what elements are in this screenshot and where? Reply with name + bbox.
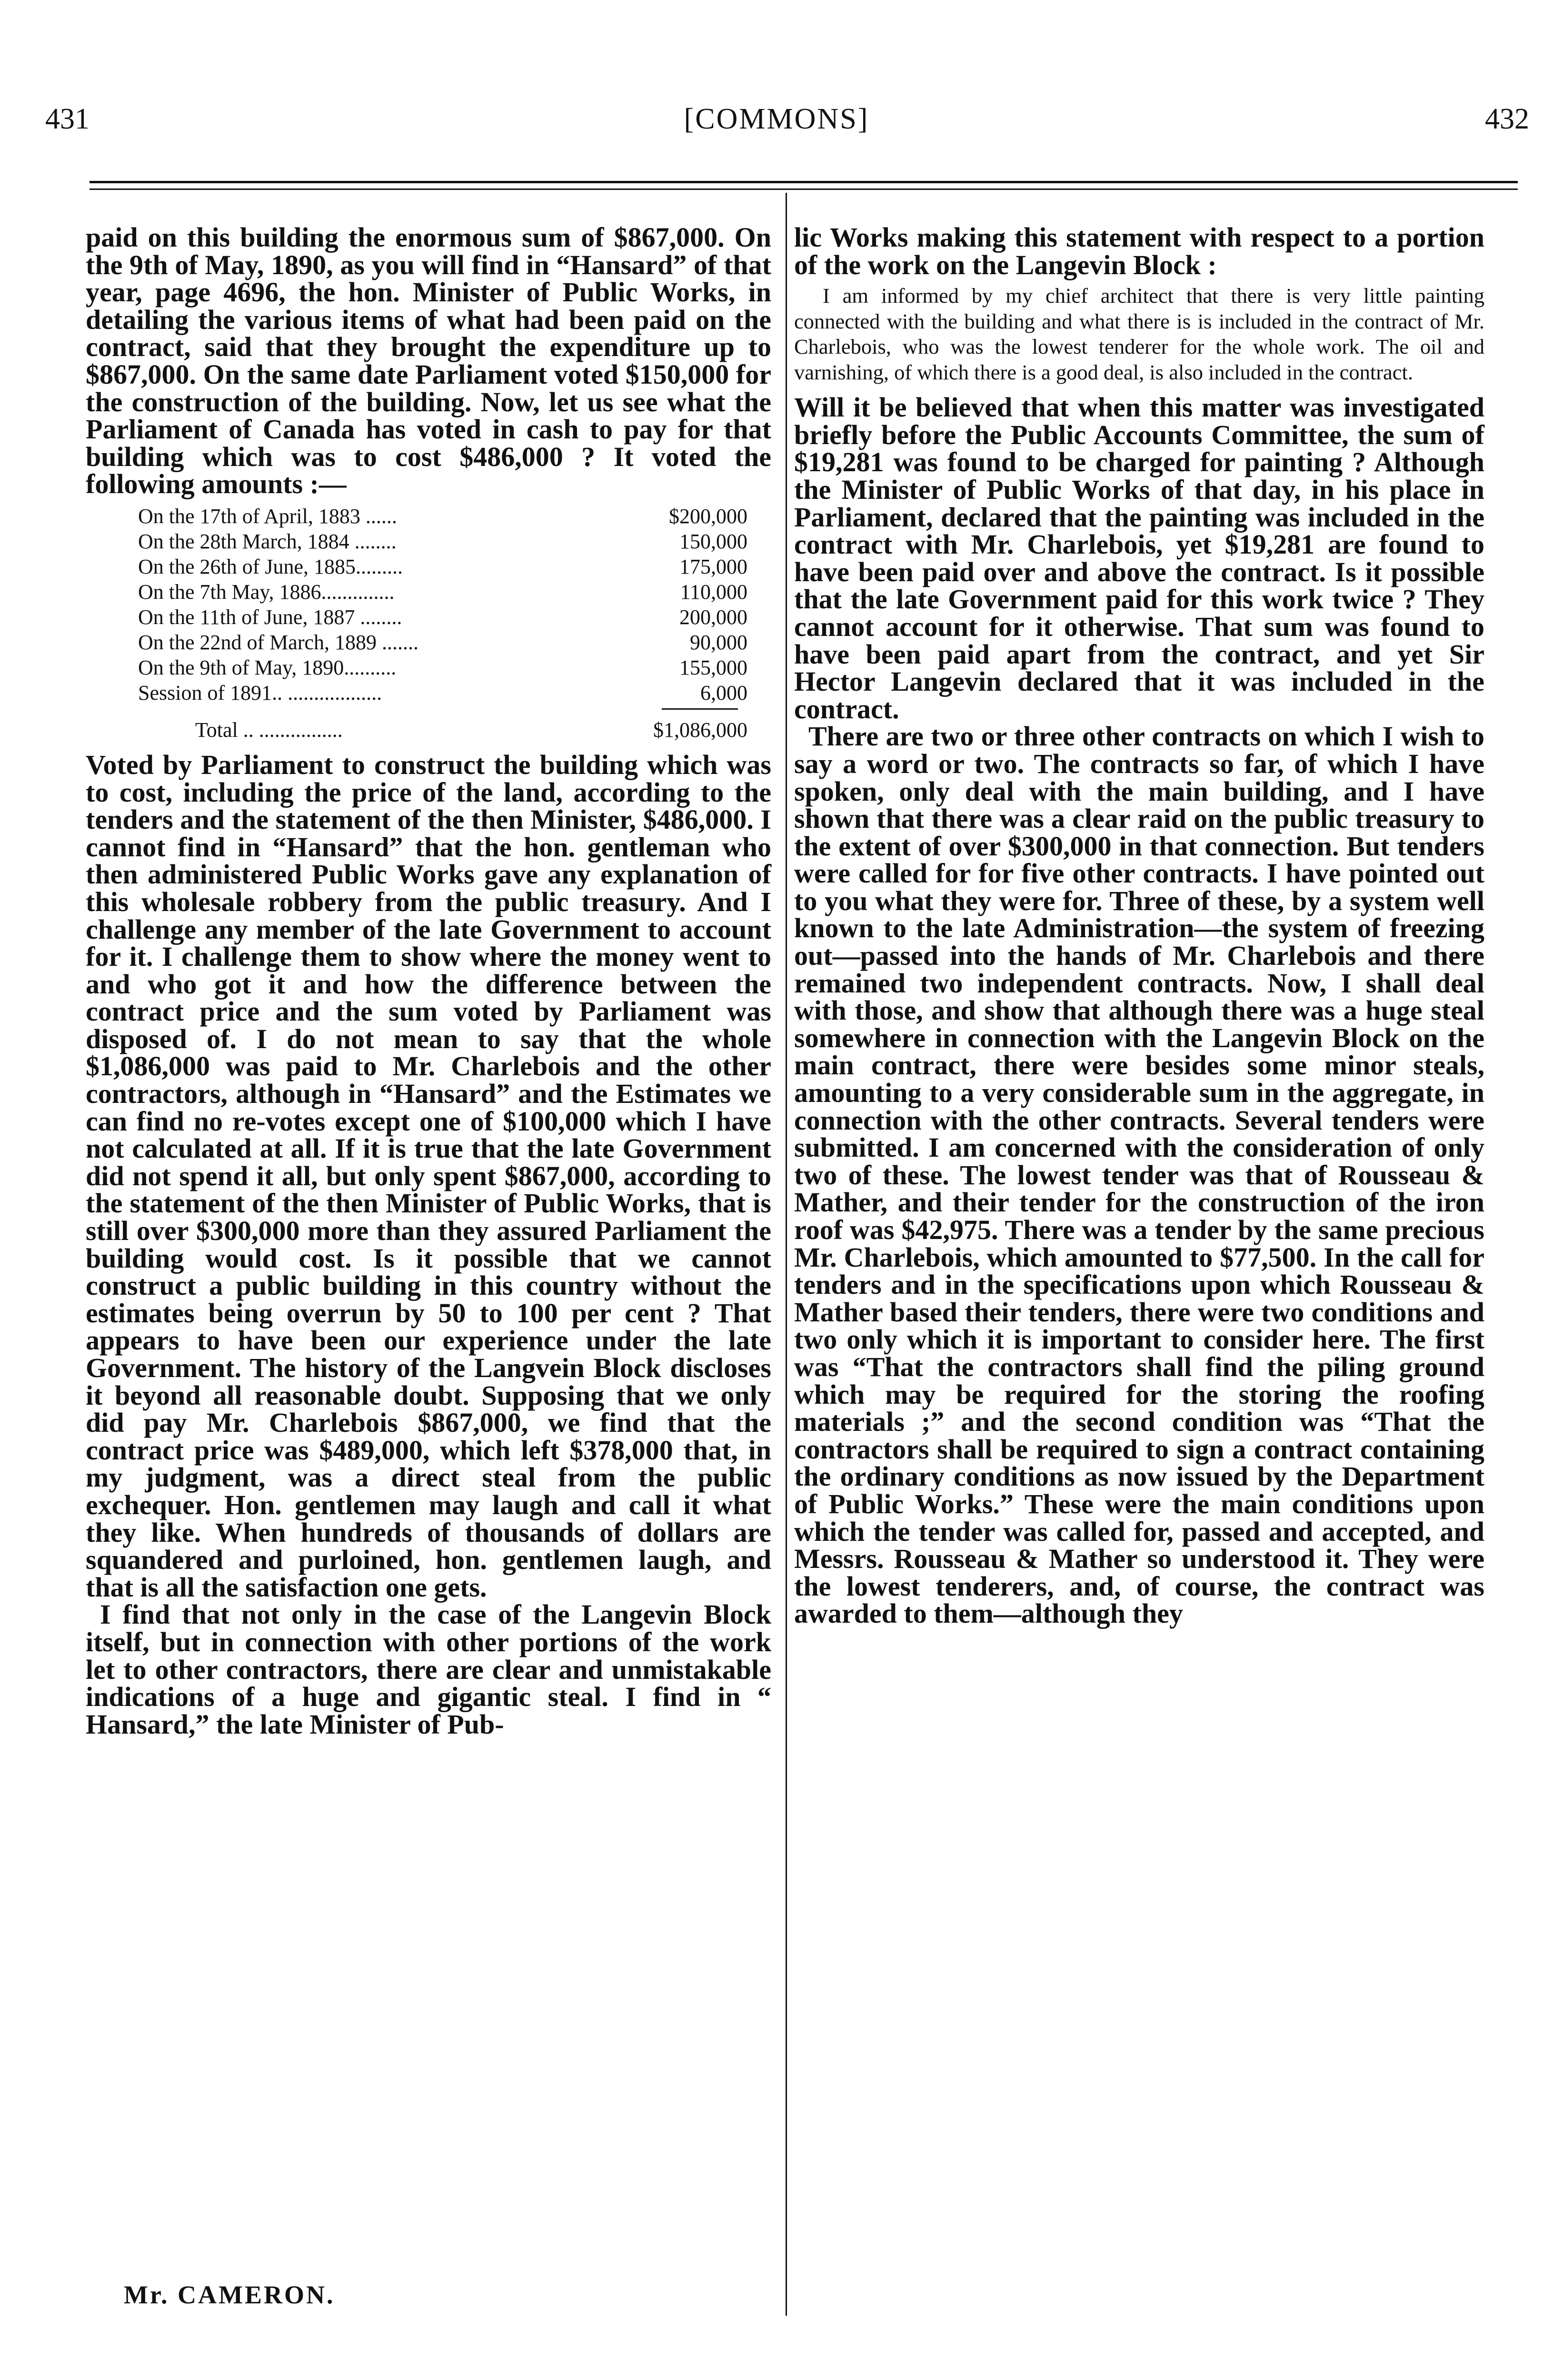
vote-row: On the 28th March, 1884 ........ 150,000 (138, 529, 747, 553)
vote-row: On the 7th May, 1886.............. 110,000 (138, 580, 747, 604)
speaker-signature: Mr. CAMERON. (124, 2281, 335, 2309)
page-number-left: 431 (45, 103, 90, 135)
quotation-block (794, 283, 1484, 385)
vote-total-row: Total .. ................ $1,086,000 (195, 718, 747, 742)
running-title: [COMMONS] (684, 103, 869, 135)
left-paragraph-3: I find that not only in the case of the Langevin Block itself, but in connection with other portions of the work let to other contractors, there are clear and unmistakable indications of a huge and gigantic steal. I find in “ Hansard,” the late Minister of Pub- (86, 1599, 771, 1740)
votes-table (138, 504, 747, 743)
vote-row: On the 11th of June, 1887 ........ 200,000 (138, 605, 747, 629)
quotation-text: I am informed by my chief architect that there is very little painting connected with the building and what there is is included in the contract of Mr. Charlebois, who was the lowest tenderer for the whole work. The oil and varnishing, of which there is a good deal, is also included in the contract. (794, 284, 1484, 384)
vote-row: On the 17th of April, 1883 ...... $200,000 (138, 504, 747, 528)
column-divider (786, 193, 787, 2316)
page-number-right: 432 (1485, 103, 1529, 135)
left-column (86, 224, 771, 1738)
vote-row: On the 22nd of March, 1889 ....... 90,000 (138, 630, 747, 654)
right-paragraph-3: There are two or three other contracts on which I wish to say a word or two. The contracts so far, of which I have spoken, only deal with the main building, and I have shown that there was a clear raid on the public treasury to the extent of over $300,000 in that connection. But tenders were called for for five other contracts. I have pointed out to you what they were for. Three of these, by a system well known to the late Administration—the system of freezing out—passed into the hands of Mr. Charlebois and there remained two independent contracts. Now, I shall deal with those, and show that although there was a huge steal somewhere in connection with the Langevin Block on the main contract, there were besides some minor steals, amounting to a very considerable sum in the aggregate, in connection with the other contracts. Several tenders were submitted. I am concerned with the consideration of only two of these. The lowest tender was that of Rousseau & Mather, and their tender for the construction of the iron roof was $42,975. There was a tender by the same precious Mr. Charlebois, which amounted to $77,500. In the call for tenders and in the specifications upon which Rousseau & Mather based their tenders, there were two conditions and two only which it is important to consider here. The first was “That the contractors shall find the piling ground which may be required for the storing the roofing materials ;” and the second condition was “That the contractors shall be required to sign a contract containing the ordinary conditions as now issued by the Department of Public Works.” These were the main conditions upon which the tender was called for, passed and accepted, and Messrs. Rousseau & Mather so understood it. They were the lowest tenderers, and, of course, the contract was awarded to them—although they (794, 721, 1484, 1629)
right-paragraph-1: lic Works making this statement with respect to a portion of the work on the Langevin Block : (794, 222, 1484, 280)
header-rule-thin (90, 188, 1518, 190)
right-column (794, 224, 1484, 1627)
left-paragraph-1: paid on this building the enormous sum of $867,000. On the 9th of May, 1890, as you will find in “Hansard” of that year, page 4696, the hon. Minister of Public Works, in detailing the various items of what had been paid on the contract, said that they brought the expenditure up to $867,000. On the same date Parliament voted $150,000 for the construction of the building. Now, let us see what the Parliament of Canada has voted in cash to pay for that building which was to cost $486,000 ? It voted the following amounts :— (86, 222, 771, 500)
header-rule-thick (90, 181, 1518, 183)
left-paragraph-2: Voted by Parliament to construct the building which was to cost, including the price of the land, according to the tenders and the statement of the then Minister, $486,000. I cannot find in “Hansard” that the hon. gentleman who then administered Public Works gave any explanation of this wholesale robbery from the public treasury. And I challenge any member of the late Government to account for it. I challenge them to show where the money went to and who got it and how the difference between the contract price and the sum voted by Parliament was disposed of. I do not mean to say that the whole $1,086,000 was paid to Mr. Charlebois and the other contractors, although in “Hansard” and the Estimates we can find no re-votes except one of $100,000 which I have not calculated at all. If it is true that the late Government did not spend it all, but only spent $867,000, according to the statement of the then Minister of Public Works, that is still over $300,000 more than they assured Parliament the building would cost. Is it possible that we cannot construct a public building in this country without the estimates being overrun by 50 to 100 per cent ? That appears to have been our experience under the late Government. The history of the Langvein Block discloses it beyond all reasonable doubt. Supposing that we only did pay Mr. Charlebois $867,000, we find that the contract price was $489,000, which left $378,000 that, in my judgment, was a direct steal from the public exchequer. Hon. gentlemen may laugh and call it what they like. When hundreds of thousands of dollars are squandered and purloined, hon. gentlemen laugh, and that is all the satisfaction one gets. (86, 749, 771, 1603)
vote-row: On the 26th of June, 1885......... 175,000 (138, 555, 747, 578)
vote-row: Session of 1891.. .................. 6,000 (138, 681, 747, 704)
page-header (0, 102, 1553, 145)
right-paragraph-2: Will it be believed that when this matter was investigated briefly before the Public Accounts Committee, the sum of $19,281 was found to be charged for painting ? Although the Minister of Public Works of that day, in his place in Parliament, declared that the painting was included in the contract with Mr. Charlebois, yet $19,281 are found to have been paid over and above the contract. Is it possible that the late Government paid for this work twice ? They cannot account for it otherwise. That sum was found to have been paid apart from the contract, and yet Sir Hector Langevin declared that it was included in the contract. (794, 392, 1484, 724)
vote-row: On the 9th of May, 1890.......... 155,000 (138, 655, 747, 679)
sum-rule (662, 708, 738, 710)
